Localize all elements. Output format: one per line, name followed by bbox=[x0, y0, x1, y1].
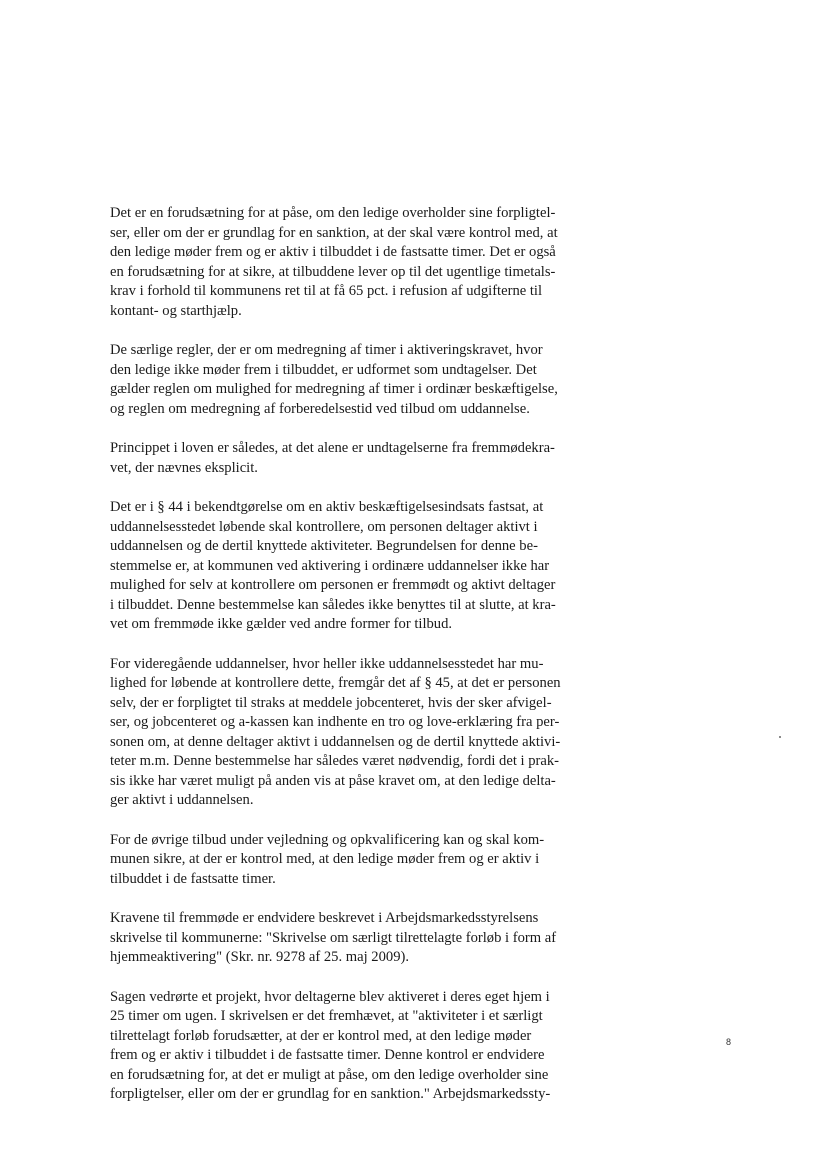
paragraph-8: Sagen vedrørte et projekt, hvor deltagerne blev aktiveret i deres eget hjem i 25 timer om ugen. I skrivelsen er det fremhævet, at "aktiviteter i et særligt tilrettelagt forløb forudsætter, at der er kontrol med, at den ledige møder frem og er aktiv i tilbuddet i de fastsatte timer. Denne kontrol er endvidere en forudsætning for, at det er muligt at påse, om den ledige overholder sine forpligtelser, eller om der er grundlag for en sanktion." Arbejdsmarkedssty- bbox=[110, 988, 551, 1102]
body-text bbox=[110, 204, 610, 1125]
paragraph-7: Kravene til fremmøde er endvidere beskrevet i Arbejdsmarkedsstyrelsens skrivelse til kommunerne: "Skrivelse om særligt tilrettelagte forløb i form af hjemmeaktivering" (Skr. nr. 9278 af 25. maj 2009). bbox=[110, 910, 557, 965]
paragraph-3: Princippet i loven er således, at det alene er undtagelserne fra fremmødekra- vet, der nævnes eksplicit. bbox=[110, 440, 555, 476]
scan-speck bbox=[779, 736, 781, 738]
paragraph-1: Det er en forudsætning for at påse, om den ledige overholder sine forpligtel- ser, eller om der er grundlag for en sanktion, at der skal være kontrol med, at den ledige møder frem og er aktiv i tilbuddet i de fastsatte timer. Det er også en forudsætning for at sikre, at tilbuddene lever op til det ugentlige timetals- krav i forhold til kommunens ret til at få 65 pct. i refusion af udgifterne til kontant- og starthjælp. bbox=[110, 205, 558, 319]
paragraph-4: Det er i § 44 i bekendtgørelse om en aktiv beskæftigelsesindsats fastsat, at uddannelsesstedet løbende skal kontrollere, om personen deltager aktivt i uddannelsen og de dertil knyttede aktiviteter. Begrundelsen for denne be- stemmelse er, at kommunen ved aktivering i ordinære uddannelser ikke har mulighed for selv at kontrollere om personen er fremmødt og aktivt deltager i tilbuddet. Denne bestemmelse kan således ikke benyttes til at slutte, at kra- vet om fremmøde ikke gælder ved andre former for tilbud. bbox=[110, 499, 556, 632]
paragraph-2: De særlige regler, der er om medregning af timer i aktiveringskravet, hvor den ledige ikke møder frem i tilbuddet, er udformet som undtagelser. Det gælder reglen om mulighed for medregning af timer i ordinær beskæftigelse, og reglen om medregning af forberedelsestid ved tilbud om uddannelse. bbox=[110, 342, 558, 417]
page-number: 8 bbox=[726, 1037, 732, 1047]
paragraph-6: For de øvrige tilbud under vejledning og opkvalificering kan og skal kom- munen sikre, at der er kontrol med, at den ledige møder frem og er aktiv i tilbuddet i de fastsatte timer. bbox=[110, 831, 545, 887]
paragraph-5: For videregående uddannelser, hvor heller ikke uddannelsesstedet har mu- lighed for løbende at kontrollere dette, fremgår det af § 45, at det er personen selv, der er forpligtet til straks at meddele jobcenteret, hvis der sker afvigel- ser, og jobcenteret og a-kassen kan indhente en tro og love-erklæring fra per- sonen om, at denne deltager aktivt i uddannelsen og de dertil knyttede aktivi- teter m.m. Denne bestemmelse har således været nødvendig, fordi det i prak- sis ikke har været muligt på anden vis at påse kravet om, at den ledige delta- ger aktivt i uddannelsen. bbox=[110, 655, 561, 808]
